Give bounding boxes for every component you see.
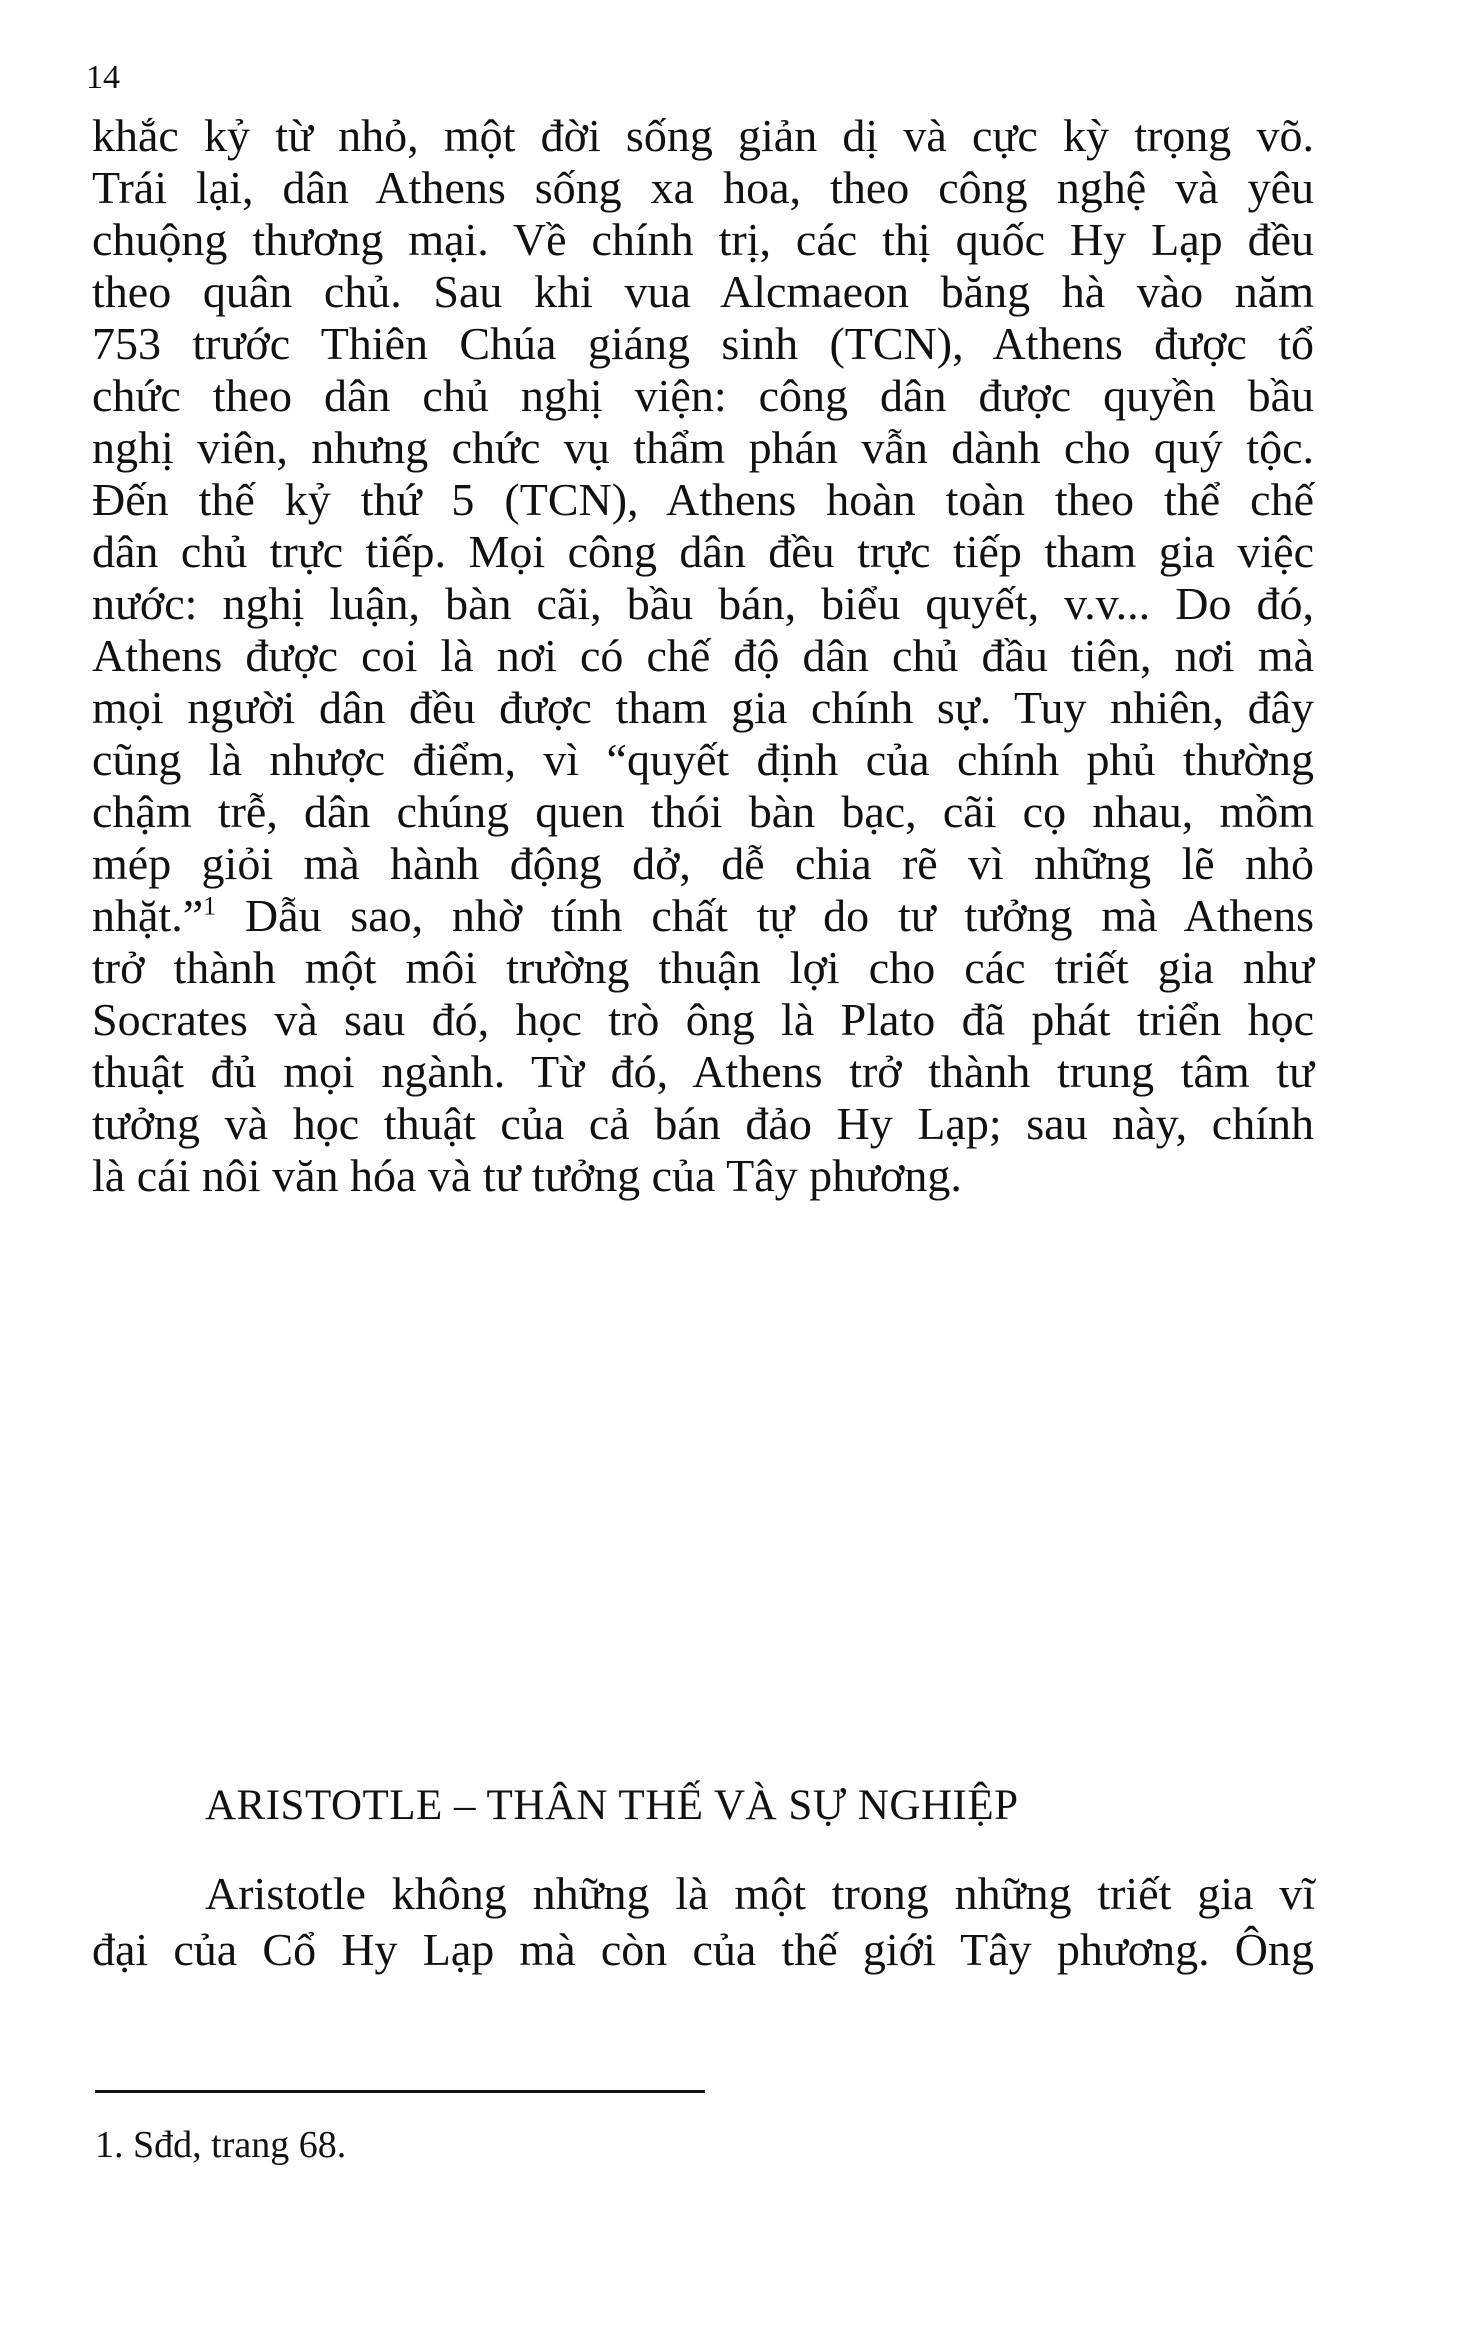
text-line: đại của Cổ Hy Lạp mà còn của thế giới Tây phương. Ông [92,1924,1314,1975]
text-line: 753 trước Thiên Chúa giáng sinh (TCN), Athens được tổ [92,318,1314,369]
page-number: 14 [86,59,120,96]
footnote-divider [95,2090,705,2093]
text-line: cũng là nhược điểm, vì “quyết định của chính phủ thường [92,734,1314,785]
text-line: Athens được coi là nơi có chế độ dân chủ đầu tiên, nơi mà [92,630,1314,681]
text-line: là cái nôi văn hóa và tư tưởng của Tây phương. [92,1150,962,1201]
text-line: Socrates và sau đó, học trò ông là Plato đã phát triển học [92,994,1314,1045]
text-line: trở thành một môi trường thuận lợi cho các triết gia như [92,942,1314,993]
text-line: Trái lại, dân Athens sống xa hoa, theo công nghệ và yêu [92,162,1314,213]
line-start: nhặt.” [92,890,204,941]
text-line: tưởng và học thuật của cả bán đảo Hy Lạp; sau này, chính [92,1098,1314,1149]
text-line-with-footnote-ref [92,888,1314,944]
text-line: theo quân chủ. Sau khi vua Alcmaeon băng hà vào năm [92,266,1314,317]
text-line: mép giỏi mà hành động dở, dễ chia rẽ vì những lẽ nhỏ [92,838,1314,889]
text-line: nghị viên, nhưng chức vụ thẩm phán vẫn dành cho quý tộc. [92,422,1314,473]
footnote: 1. Sđd, trang 68. [95,2124,347,2166]
text-line: nước: nghị luận, bàn cãi, bầu bán, biểu quyết, v.v... Do đó, [92,578,1314,629]
text-line: thuật đủ mọi ngành. Từ đó, Athens trở thành trung tâm tư [92,1046,1314,1097]
text-line: khắc kỷ từ nhỏ, một đời sống giản dị và cực kỳ trọng võ. [92,110,1314,161]
text-line: chậm trễ, dân chúng quen thói bàn bạc, cãi cọ nhau, mồm [92,786,1314,837]
section-heading: ARISTOTLE – THÂN THẾ VÀ SỰ NGHIỆP [205,1782,1019,1829]
footnote-reference: 1 [203,891,217,921]
text-line: Đến thế kỷ thứ 5 (TCN), Athens hoàn toàn theo thể chế [92,474,1314,525]
line-end: Dẫu sao, nhờ tính chất tự do tư tưởng mà Athens [216,890,1314,941]
text-line: dân chủ trực tiếp. Mọi công dân đều trực tiếp tham gia việc [92,526,1314,577]
text-line: chuộng thương mại. Về chính trị, các thị quốc Hy Lạp đều [92,214,1314,265]
text-line: mọi người dân đều được tham gia chính sự. Tuy nhiên, đây [92,682,1314,733]
text-line: chức theo dân chủ nghị viện: công dân được quyền bầu [92,370,1314,421]
text-line: Aristotle không những là một trong những triết gia vĩ [205,1868,1315,1919]
